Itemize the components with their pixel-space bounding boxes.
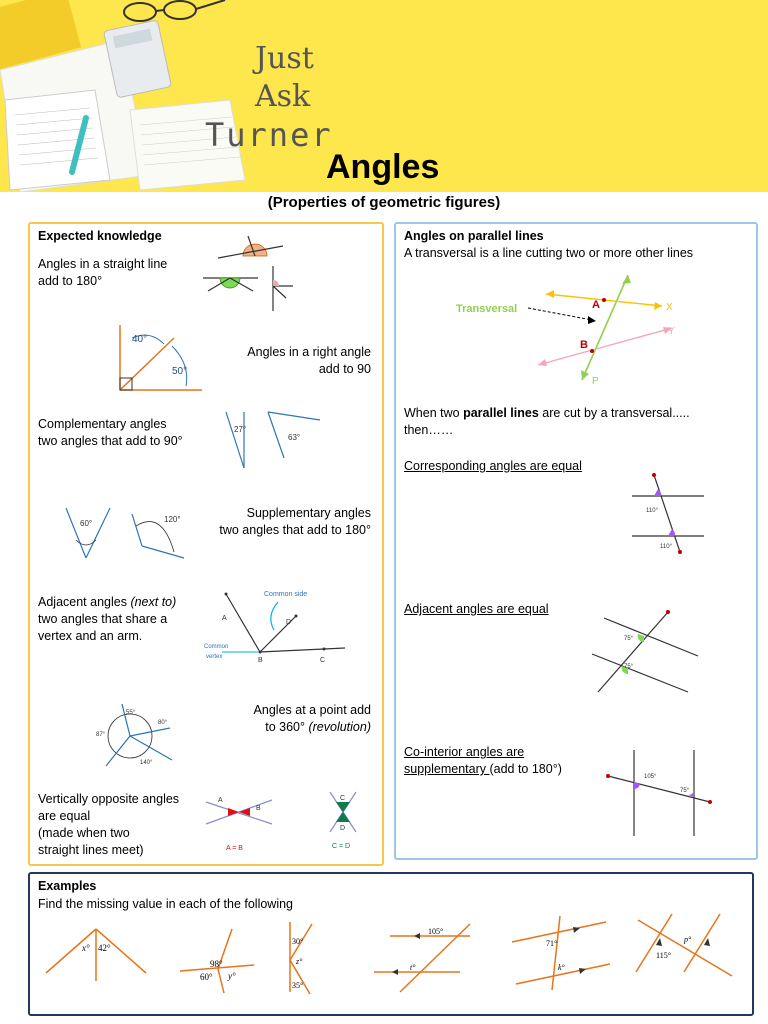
page-title: Angles — [326, 148, 440, 186]
vert-A: A — [218, 797, 223, 804]
right-angle-b: 50° — [172, 366, 188, 377]
ex3-b: 35° — [292, 981, 304, 990]
corresponding-text: Corresponding angles are equal — [404, 459, 582, 473]
ex3-z: z° — [296, 957, 303, 966]
example-1-figure — [44, 925, 154, 1000]
header-banner — [0, 0, 768, 192]
ex4-a: 105° — [428, 927, 444, 936]
adj-B: B — [258, 657, 263, 664]
vert-B: B — [256, 805, 261, 812]
transversal-intro: A transversal is a line cutting two or more other lines — [404, 246, 694, 260]
cointerior-text: Co-interior angles are supplementary (add to 180°) — [404, 745, 562, 776]
right-angle-a: 40° — [132, 334, 148, 345]
adjacent-parallel-figure — [588, 610, 708, 700]
adj-par-b: 75° — [624, 664, 634, 670]
corresponding-figure — [628, 472, 718, 557]
vert-D: D — [340, 825, 346, 832]
ex2-y: y° — [228, 971, 236, 981]
supp-b: 120° — [164, 515, 181, 524]
brand-just: Just — [255, 41, 314, 76]
transversal-A: A — [592, 299, 600, 311]
brand-turner: Turner — [205, 116, 333, 154]
parallel-lines-heading: Angles on parallel lines — [404, 229, 544, 243]
comp-b: 63° — [288, 433, 301, 442]
example-4-figure — [370, 922, 480, 997]
vert-eq2: C = D — [332, 843, 351, 850]
transversal-X: X — [666, 302, 673, 313]
straight-line-text: Angles in a straight line add to 180° — [38, 257, 168, 288]
example-2-figure — [178, 925, 268, 1000]
cointerior-figure — [598, 748, 718, 838]
vertical-text: Vertically opposite angles are equal (made when two straight lines meet) — [38, 792, 180, 857]
adj-A: A — [222, 615, 227, 622]
transversal-figure — [450, 270, 710, 390]
ex1-x: x° — [82, 943, 90, 953]
transversal-P: P — [592, 376, 599, 387]
glasses-icon — [124, 0, 225, 21]
desk-illustration — [0, 0, 250, 192]
ex1-value: 42° — [98, 943, 111, 953]
point-c: 87° — [96, 732, 106, 738]
ex4-t: t° — [410, 963, 416, 972]
ex5-a: 71° — [546, 939, 558, 948]
coint-b: 75° — [680, 788, 690, 794]
transversal-B: B — [580, 339, 588, 351]
comp-a: 27° — [234, 425, 247, 434]
adj-C: C — [320, 657, 326, 664]
supplementary-figure — [62, 506, 192, 571]
ex2-b: 60° — [200, 972, 213, 982]
point-text: Angles at a point add to 360° (revolution) — [253, 703, 371, 734]
right-angle-text: Angles in a right angle add to 90 — [247, 345, 371, 376]
example-6-figure — [632, 912, 742, 987]
point-a: 55° — [126, 710, 136, 716]
vert-C: C — [340, 795, 346, 802]
examples-instruction: Find the missing value in each of the following — [38, 897, 294, 911]
examples-heading: Examples — [38, 879, 97, 893]
adj-D: D — [286, 619, 292, 626]
page-subtitle: (Properties of geometric figures) — [267, 194, 501, 211]
when-parallel-text: When two parallel lines are cut by a transversal..... then…… — [404, 406, 690, 437]
supp-a: 60° — [80, 519, 93, 528]
expected-knowledge-heading: Expected knowledge — [38, 229, 162, 243]
corr-a: 110° — [646, 508, 658, 514]
coint-a: 105° — [644, 774, 657, 780]
adj-par-a: 75° — [624, 636, 634, 642]
transversal-Y: Y — [668, 326, 675, 337]
ex6-p: p° — [684, 935, 692, 944]
point-figure — [92, 700, 182, 780]
point-d: 140° — [140, 760, 153, 766]
adj-common-side: Common side — [264, 591, 308, 598]
corr-b: 110° — [660, 544, 672, 550]
complementary-figure — [222, 410, 332, 475]
adjacent-figure — [200, 586, 350, 666]
point-b: 80° — [158, 720, 168, 726]
vertical-figure — [200, 790, 360, 860]
brand-ask: Ask — [255, 79, 311, 114]
complementary-text: Complementary angles two angles that add to 90° — [38, 417, 183, 448]
example-3-figure — [284, 920, 344, 995]
ex3-a: 30° — [292, 937, 304, 946]
vert-eq1: A = B — [226, 845, 243, 852]
supplementary-text: Supplementary angles two angles that add to 180° — [219, 506, 371, 537]
adjacent-parallel-text: Adjacent angles are equal — [404, 602, 549, 616]
straight-line-figure — [198, 236, 308, 316]
ex6-a: 115° — [656, 951, 671, 960]
example-5-figure — [510, 912, 620, 987]
ex5-k: k° — [558, 963, 565, 972]
adj-common-vertex-1: Common — [204, 644, 229, 650]
transversal-label: Transversal — [456, 303, 518, 315]
adjacent-text: Adjacent angles (next to) two angles that share a vertex and an arm. — [38, 595, 177, 643]
adj-common-vertex-2: vertex — [206, 654, 223, 660]
ex2-a: 98° — [210, 959, 223, 969]
